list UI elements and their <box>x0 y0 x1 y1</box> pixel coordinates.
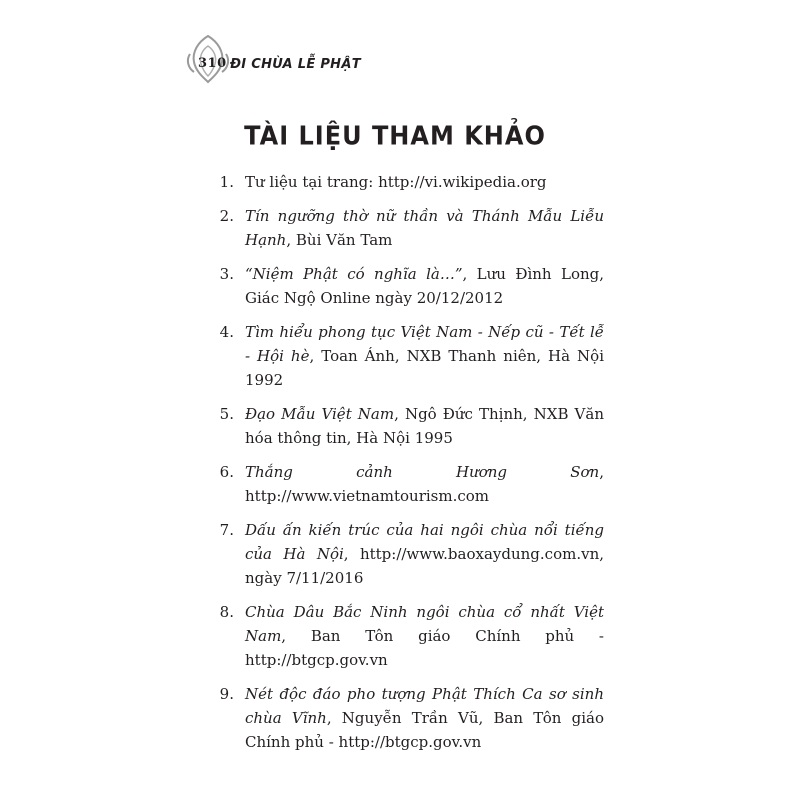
reference-number: 1 . <box>214 170 234 194</box>
reference-title: Nét độc đáo pho tượng Phật Thích Ca sơ sinh chùa Vĩnh <box>245 685 604 727</box>
reference-item <box>214 320 604 392</box>
reference-details: , http://www.baoxaydung.com.vn, ngày 7/11/2016 <box>245 545 604 587</box>
running-head: ĐI CHÙA LỄ PHẬT <box>230 57 361 72</box>
reference-text <box>245 170 604 194</box>
reference-item <box>214 600 604 672</box>
section-title: TÀI LIỆU THAM KHẢO <box>244 120 546 152</box>
reference-number: 3 . <box>214 262 234 286</box>
reference-title: Tín ngưỡng thờ nữ thần và Thánh Mẫu Liễu Hạnh <box>245 207 604 249</box>
reference-item <box>214 262 604 310</box>
reference-number: 6 . <box>214 460 234 484</box>
reference-number: 8 . <box>214 600 234 624</box>
reference-title: Dấu ấn kiến trúc của hai ngôi chùa nổi tiếng của Hà Nội <box>245 521 604 563</box>
reference-item <box>214 682 604 754</box>
reference-title: Thắng cảnh Hương Sơn <box>245 463 600 481</box>
reference-item <box>214 518 604 590</box>
reference-item <box>214 460 604 508</box>
reference-number: 7 . <box>214 518 234 542</box>
reference-details: , Ngô Đức Thịnh, NXB Văn hóa thông tin, Hà Nội 1995 <box>245 405 604 447</box>
reference-item <box>214 402 604 450</box>
reference-details: , Nguyễn Trần Vũ, Ban Tôn giáo Chính phủ - http://btgcp.gov.vn <box>245 709 604 751</box>
reference-text <box>245 682 604 754</box>
reference-title: Đạo Mẫu Việt Nam <box>245 405 395 423</box>
reference-details: , Ban Tôn giáo Chính phủ - http://btgcp.gov.vn <box>245 627 604 669</box>
reference-title: Tìm hiểu phong tục Việt Nam - Nếp cũ - Tết lễ - Hội hè <box>245 323 604 365</box>
reference-title: Chùa Dâu Bắc Ninh ngôi chùa cổ nhất Việt Nam <box>245 603 604 645</box>
reference-details: Tư liệu tại trang: http://vi.wikipedia.org <box>245 173 547 191</box>
reference-number: 5 . <box>214 402 234 426</box>
reference-text <box>245 262 604 310</box>
reference-number: 4 . <box>214 320 234 344</box>
reference-number: 2 . <box>214 204 234 228</box>
reference-details: , Bùi Văn Tam <box>286 231 393 249</box>
reference-number: 9 . <box>214 682 234 706</box>
reference-details: , Lưu Đình Long, Giác Ngộ Online ngày 20/12/2012 <box>245 265 604 307</box>
reference-details: , http://www.vietnamtourism.com <box>245 463 604 505</box>
reference-text <box>245 204 604 252</box>
reference-text <box>245 518 604 590</box>
reference-text <box>245 320 604 392</box>
reference-details: , Toan Ánh, NXB Thanh niên, Hà Nội 1992 <box>245 347 604 389</box>
reference-text <box>245 600 604 672</box>
reference-list <box>214 170 604 764</box>
reference-text <box>245 402 604 450</box>
page-number: 310 <box>198 56 227 71</box>
page-header <box>186 32 586 92</box>
reference-item <box>214 204 604 252</box>
reference-item <box>214 170 604 194</box>
reference-title: “Niệm Phật có nghĩa là…” <box>245 265 463 283</box>
reference-text <box>245 460 604 508</box>
